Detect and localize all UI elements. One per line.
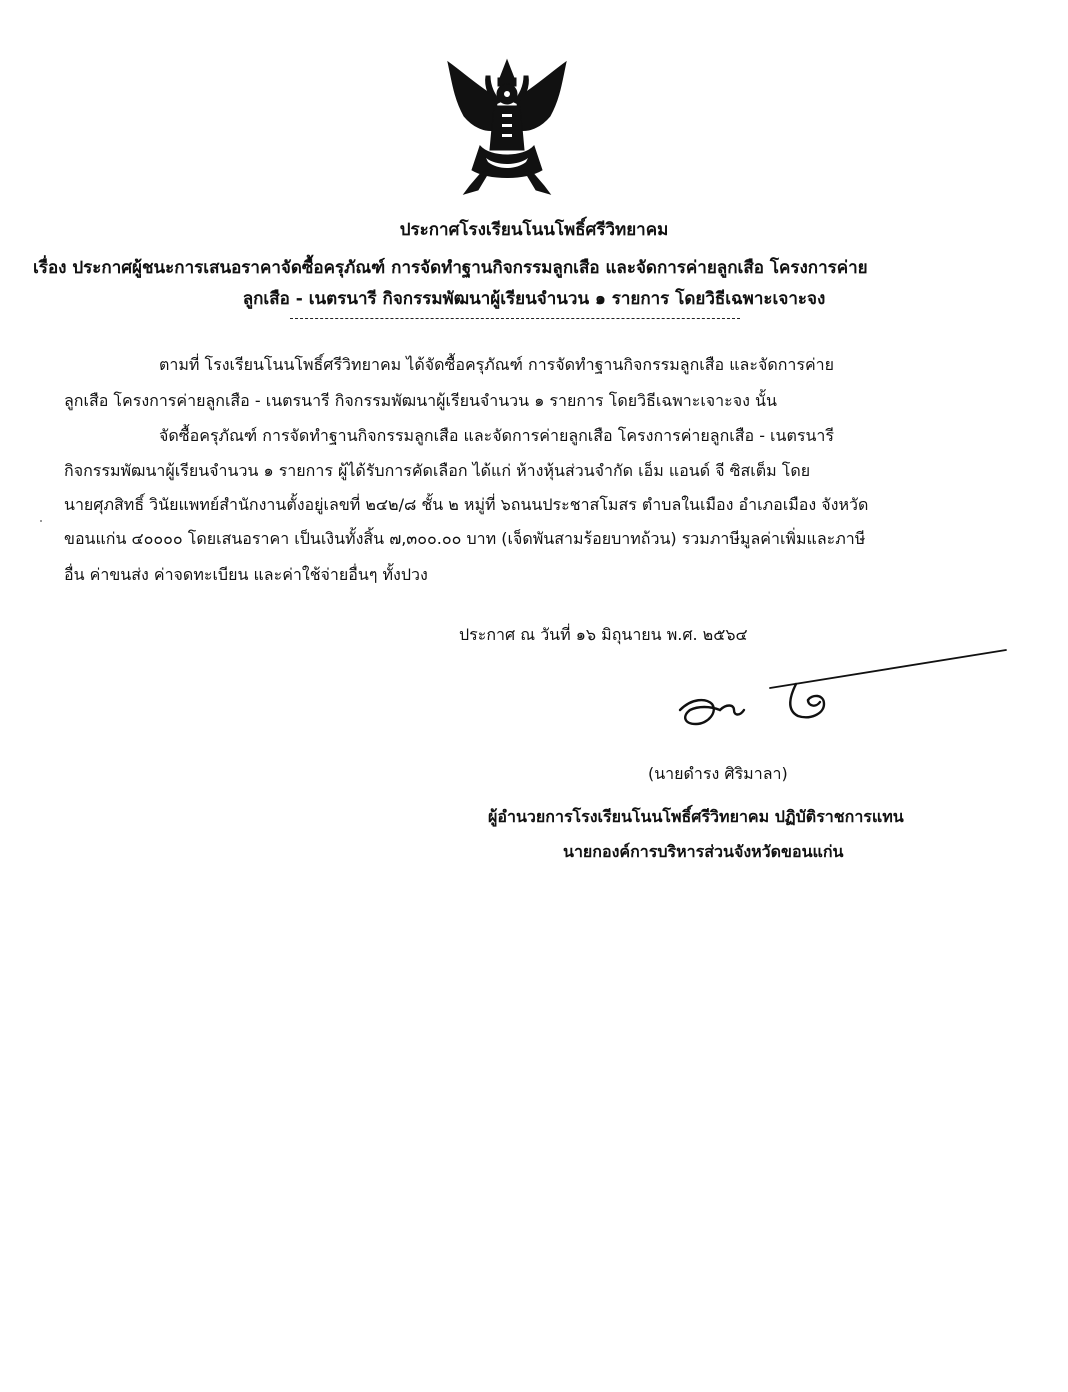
body-line: นายศุภสิทธิ์ วินัยแพทย์สำนักงานตั้งอยู่เลขที่ ๒๔๒/๘ ชั้น ๒ หมู่ที่ ๖ถนนประชาสโมสร ตำบลในเมือง อำเภอเมือง จังหวัด [64, 495, 869, 514]
subject-line-2: ลูกเสือ - เนตรนารี กิจกรรมพัฒนาผู้เรียนจำนวน ๑ รายการ โดยวิธีเฉพาะเจาะจง [242, 289, 826, 309]
signer-name: (นายดำรง ศิริมาลา) [648, 764, 788, 783]
signer-position: ผู้อำนวยการโรงเรียนโนนโพธิ์ศรีวิทยาคม ปฏิบัติราชการแทน [488, 807, 904, 826]
body-line: จัดซื้อครุภัณฑ์ การจัดทำฐานกิจกรรมลูกเสือ และจัดการค่ายลูกเสือ โครงการค่ายลูกเสือ - เนตรนารี [159, 426, 834, 445]
body-line: ลูกเสือ โครงการค่ายลูกเสือ - เนตรนารี กิจกรรมพัฒนาผู้เรียนจำนวน ๑ รายการ โดยวิธีเฉพาะเจาะจง นั้น [64, 391, 777, 410]
body-line: ขอนแก่น ๔๐๐๐๐ โดยเสนอราคา เป็นเงินทั้งสิ้น ๗,๓๐๐.๐๐ บาท (เจ็ดพันสามร้อยบาทถ้วน) รวมภาษีมูลค่าเพิ่มและภาษี [64, 529, 866, 548]
body-line: อื่น ค่าขนส่ง ค่าจดทะเบียน และค่าใช้จ่ายอื่นๆ ทั้งปวง [64, 565, 428, 584]
garuda-emblem-icon [440, 58, 574, 198]
divider-rule [290, 318, 740, 319]
signer-organization: นายกองค์การบริหารส่วนจังหวัดขอนแก่น [563, 842, 844, 861]
subject-line-1: เรื่อง ประกาศผู้ชนะการเสนอราคาจัดซื้อครุภัณฑ์ การจัดทำฐานกิจกรรมลูกเสือ และจัดการค่ายลูกเสือ โครงการค่าย [33, 258, 868, 278]
scan-speck [40, 520, 42, 522]
body-line: ตามที่ โรงเรียนโนนโพธิ์ศรีวิทยาคม ได้จัดซื้อครุภัณฑ์ การจัดทำฐานกิจกรรมลูกเสือ และจัดการค่าย [159, 355, 835, 374]
announcement-date: ประกาศ ณ วันที่ ๑๖ มิถุนายน พ.ศ. ๒๕๖๔ [459, 625, 748, 644]
signature-icon [640, 640, 1020, 750]
issuer-heading: ประกาศโรงเรียนโนนโพธิ์ศรีวิทยาคม [399, 220, 669, 240]
body-line: กิจกรรมพัฒนาผู้เรียนจำนวน ๑ รายการ ผู้ได้รับการคัดเลือก ได้แก่ ห้างหุ้นส่วนจำกัด เอ็ม แอนด์ จี ซิสเต็ม โดย [64, 461, 811, 480]
